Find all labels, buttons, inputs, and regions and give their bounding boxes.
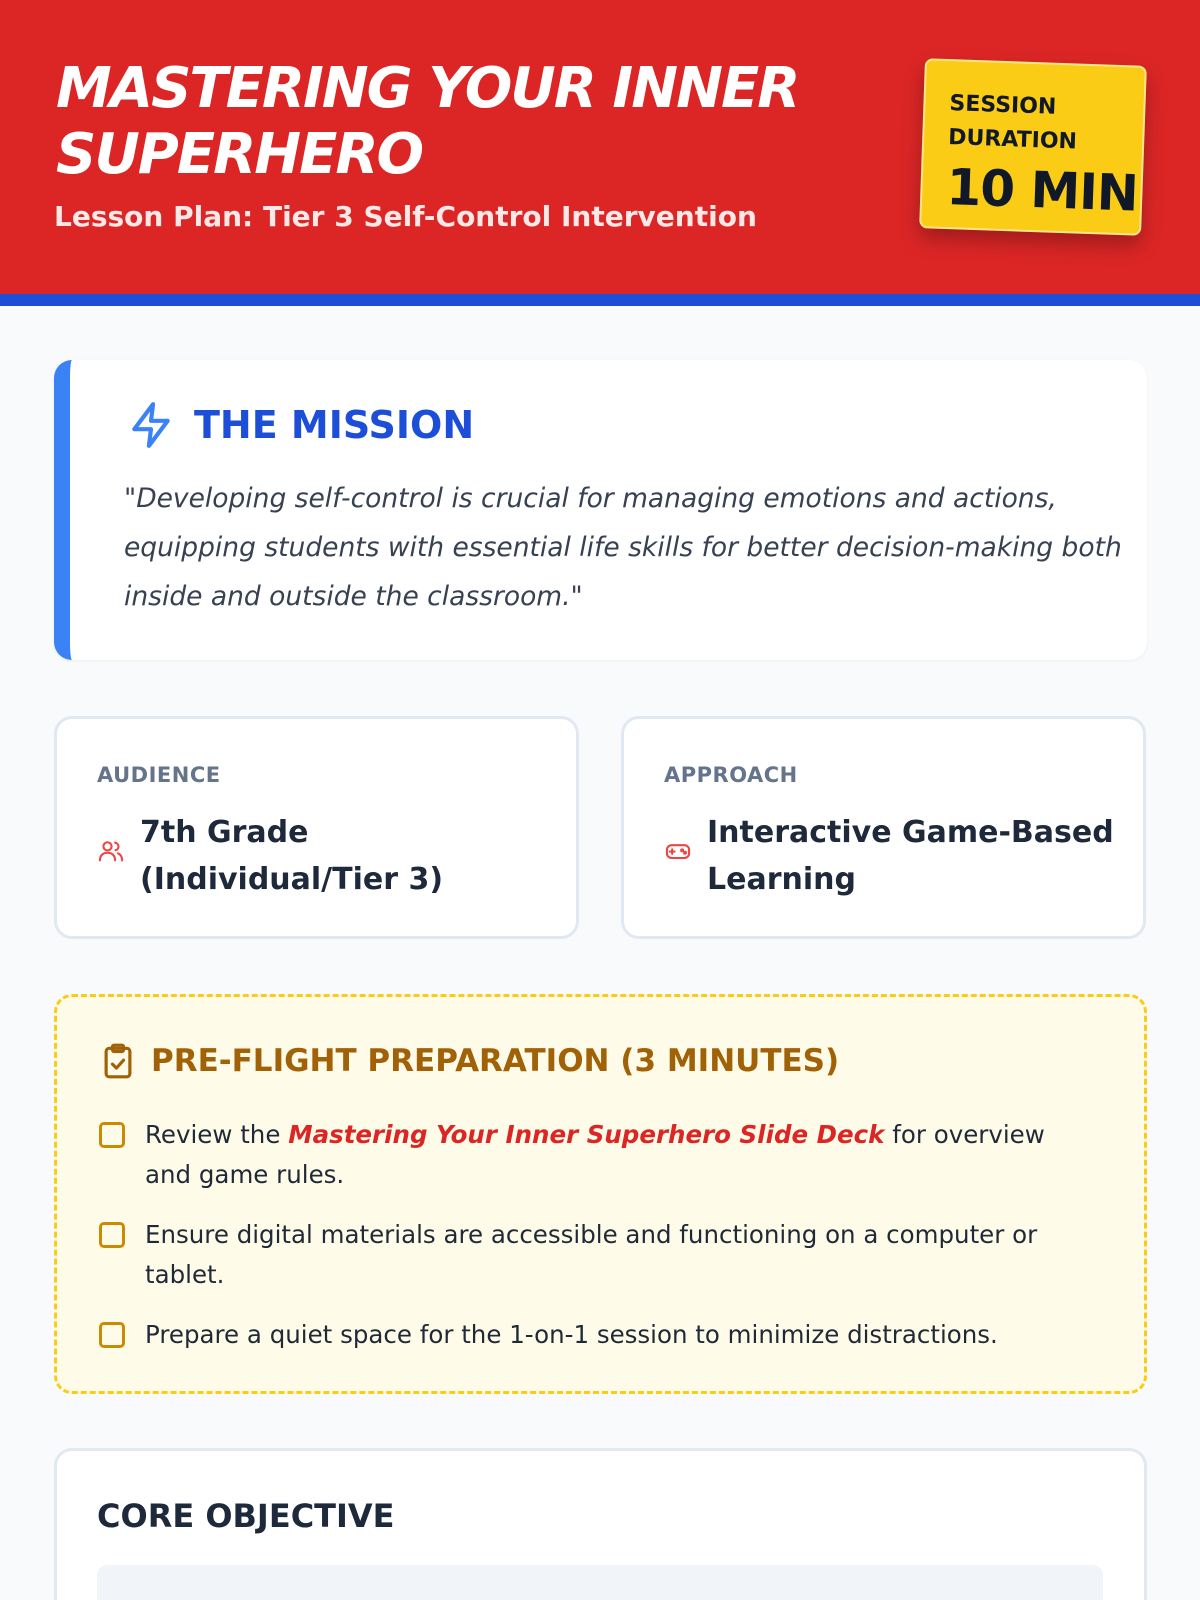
session-duration-badge [919, 58, 1147, 236]
checklist-item-text: Prepare a quiet space for the 1-on-1 session to minimize distractions. [145, 1320, 998, 1349]
checklist-text-after: for overview and game rules. [145, 1120, 1045, 1189]
hero-header [0, 0, 1200, 294]
checkbox[interactable] [99, 1322, 125, 1348]
mission-title: THE MISSION [194, 403, 475, 447]
duration-value: 10 MIN [945, 158, 1139, 223]
approach-value: Interactive Game-Based Learning [707, 815, 1114, 897]
checklist-item [99, 1315, 1099, 1355]
prep-title: PRE-FLIGHT PREPARATION (3 MINUTES) [151, 1043, 840, 1079]
preflight-preparation-box [54, 994, 1147, 1394]
clipboard-check-icon [99, 1041, 137, 1081]
mission-card [54, 360, 1147, 660]
gamepad-icon [664, 837, 692, 865]
audience-value: 7th Grade (Individual/Tier 3) [140, 815, 444, 897]
mission-quote: "Developing self-control is crucial for managing emotions and actions, equipping students with essential life skills for better decision-making both inside and outside the classroom." [124, 483, 1122, 612]
approach-label: APPROACH [664, 763, 798, 787]
page-title: MASTERING YOUR INNER SUPERHERO [56, 56, 799, 187]
prep-heading [99, 1041, 839, 1081]
core-objective-panel [97, 1565, 1103, 1600]
core-objective-title: CORE OBJECTIVE [97, 1497, 395, 1535]
checkbox[interactable] [99, 1122, 125, 1148]
audience-card [54, 716, 579, 939]
checklist-item-text: Ensure digital materials are accessible and functioning on a computer or tablet. [145, 1220, 1038, 1289]
core-objective-card [54, 1448, 1147, 1600]
mission-heading [126, 400, 474, 450]
approach-card [621, 716, 1146, 939]
slide-deck-link[interactable]: Mastering Your Inner Superhero Slide Deck [288, 1120, 885, 1149]
duration-label: SESSION DURATION [947, 91, 1078, 155]
checklist-item [99, 1115, 1099, 1195]
checklist-item [99, 1215, 1099, 1295]
audience-label: AUDIENCE [97, 763, 221, 787]
header-divider [0, 294, 1200, 306]
checklist-text-before: Review the [145, 1120, 289, 1149]
checklist-item-text [145, 1115, 1085, 1195]
page-subtitle: Lesson Plan: Tier 3 Self-Control Intervention [54, 200, 757, 233]
users-icon [97, 837, 125, 865]
prep-checklist [99, 1115, 1099, 1375]
lightning-bolt-icon [126, 400, 176, 450]
checkbox[interactable] [99, 1222, 125, 1248]
